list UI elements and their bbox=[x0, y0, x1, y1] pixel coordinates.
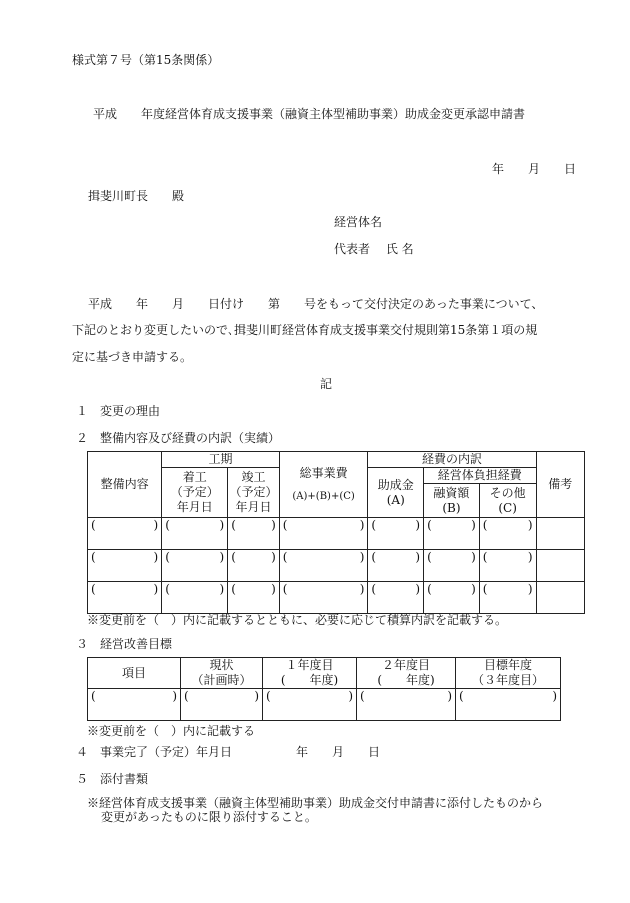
col-burden-header: 経営体負担経費 bbox=[424, 468, 536, 484]
section-4-heading: ４ 事業完了（予定）年月日 bbox=[76, 745, 233, 759]
attachment-note: ※経営体育成支援事業（融資主体型補助事業）助成金交付申請書に添付したものから 変更があったものに限り添付すること。 bbox=[87, 796, 544, 825]
section-1-heading: １ 変更の理由 bbox=[76, 404, 161, 418]
body-line-2: 下記のとおり変更したいので､揖斐川町経営体育成支援事業交付規則第15条第１項の規 bbox=[72, 323, 538, 337]
col-end-header: 竣工 （予定） 年月日 bbox=[228, 468, 280, 518]
table-row: ( ) ( ) ( ) ( ) ( ) ( ) ( ) bbox=[88, 518, 585, 550]
body-line-3: 定に基づき申請する。 bbox=[72, 350, 193, 364]
section-2-heading: ２ 整備内容及び経費の内訳（実績） bbox=[76, 431, 281, 445]
table1-note: ※変更前を（ ）内に記載するとともに、必要に応じて積算内訳を記載する。 bbox=[87, 613, 508, 627]
submission-date: 年 月 日 bbox=[492, 162, 577, 176]
table-row: ( ) ( ) ( ) ( ) ( ) ( ) ( ) bbox=[88, 582, 585, 614]
col-breakdown-header: 経費の内訳 bbox=[368, 452, 536, 468]
table-row: ( ) ( ) ( ) ( ) ( ) bbox=[88, 689, 561, 721]
col-target-header: 目標年度 （３年度目） bbox=[456, 658, 561, 689]
form-number: 様式第７号（第15条関係） bbox=[72, 53, 220, 67]
col-year1-header: １年度目 ( 年度) bbox=[263, 658, 357, 689]
document-title: 平成 年度経営体育成支援事業（融資主体型補助事業）助成金変更承認申請書 bbox=[93, 107, 526, 121]
col-start-header: 着工 （予定） 年月日 bbox=[162, 468, 228, 518]
col-subsidy-header: 助成金 (A) bbox=[368, 468, 424, 518]
col-current-header: 現状 （計画時） bbox=[181, 658, 263, 689]
col-content-header: 整備内容 bbox=[88, 452, 162, 518]
section-5-heading: ５ 添付書類 bbox=[76, 772, 149, 786]
col-total-header: 総事業費 (A)+(B)+(C) bbox=[279, 452, 368, 518]
body-line-1: 平成 年 月 日付け 第 号をもって交付決定のあった事業について、 bbox=[88, 297, 544, 311]
representative-label: 代表者 氏 名 bbox=[334, 242, 414, 256]
ki-heading: 記 bbox=[320, 377, 333, 391]
table2-note: ※変更前を（ ）内に記載する bbox=[87, 724, 256, 738]
expense-table bbox=[87, 451, 585, 614]
col-other-header: その他 (C) bbox=[479, 484, 536, 518]
entity-name-label: 経営体名 bbox=[334, 215, 383, 229]
section-3-heading: ３ 経営改善目標 bbox=[76, 637, 173, 651]
completion-date: 年 月 日 bbox=[296, 745, 381, 759]
table-row: ( ) ( ) ( ) ( ) ( ) ( ) ( ) bbox=[88, 550, 585, 582]
improvement-target-table bbox=[87, 657, 561, 721]
col-loan-header: 融資額 (B) bbox=[424, 484, 480, 518]
col-year2-header: ２年度目 ( 年度) bbox=[357, 658, 456, 689]
col-remarks-header: 備考 bbox=[536, 452, 585, 518]
col-period-header: 工期 bbox=[162, 452, 280, 468]
col-item-header: 項目 bbox=[88, 658, 181, 689]
addressee: 揖斐川町長 殿 bbox=[88, 189, 185, 203]
